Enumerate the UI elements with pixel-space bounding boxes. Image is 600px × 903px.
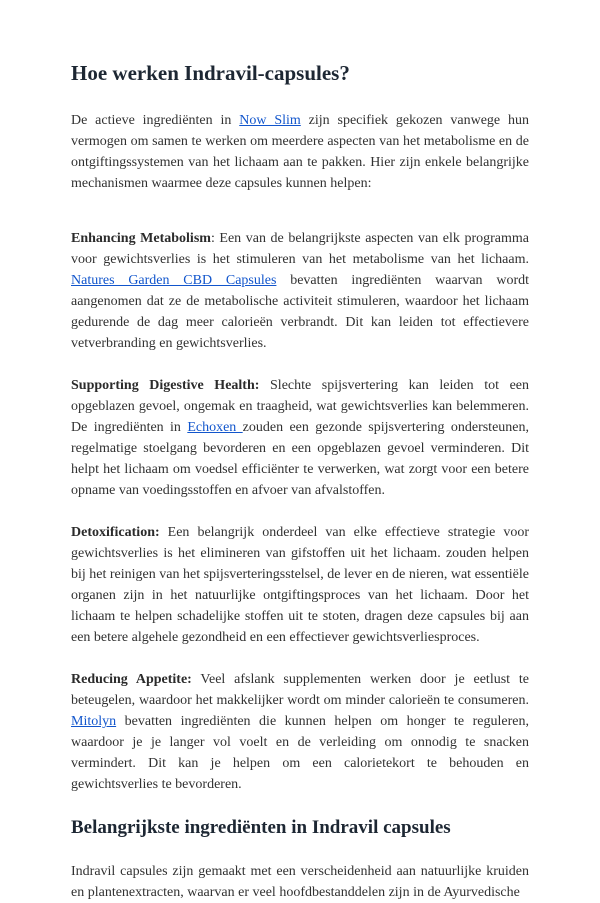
paragraph-reducing-appetite: Reducing Appetite: Veel afslank supplementen werken door je eetlust te beteugelen, waardoor het makkelijker wordt om minder calorieën te consumeren. Mitolyn bevatten ingrediënten die kunnen helpen om honger te reguleren, waardoor je je langer vol voelt en de verleiding om onnodig te snacken vermindert. Dit kan je helpen om een calorietekort te behouden en gewichtsverlies te bevorderen. — [71, 672, 529, 793]
page-title: Hoe werken Indravil-capsules? — [71, 61, 350, 85]
link-now-slim[interactable]: Now Slim — [239, 113, 301, 129]
paragraph-detoxification: Detoxification: Een belangrijk onderdeel van elke effectieve strategie voor gewichtsverlies is het elimineren van gifstoffen uit het lichaam. zouden helpen bij het reinigen van het spijsverteringsstelsel, de lever en de nieren, wat essentiële organen zijn in het natuurlijke ontgiftingsproces van het lichaam. Door het lichaam te helpen schadelijke stoffen uit te stoten, dragen deze capsules bij aan een betere algehele gezondheid en een effectiever gewichtsverliesproces. — [71, 525, 529, 646]
heading-ingredients: Belangrijkste ingrediënten in Indravil capsules — [71, 817, 451, 839]
paragraph-supporting-digestive-health: Supporting Digestive Health: Slechte spijsvertering kan leiden tot een opgeblazen gevoel, ongemak en traagheid, wat gewichtsverlies kan belemmeren. De ingrediënten in Echoxen zouden een gezonde spijsvertering ondersteunen, regelmatige stoelgang bevorderen en een opgeblazen gevoel verminderen. Dit helpt het lichaam om voedsel efficiënter te verwerken, wat zorgt voor een betere opname van voedingsstoffen en afvoer van afvalstoffen. — [71, 378, 530, 499]
link-natures-garden-cbd-capsules[interactable]: Natures Garden CBD Capsules — [71, 273, 277, 289]
link-echoxen[interactable]: Echoxen — [187, 420, 243, 436]
link-mitolyn[interactable]: Mitolyn — [71, 714, 117, 730]
paragraph-ingredients-intro: Indravil capsules zijn gemaakt met een verscheidenheid aan natuurlijke kruiden en plantenextracten, waarvan er veel hoofdbestanddelen zijn in de Ayurvedische — [71, 863, 529, 900]
paragraph-enhancing-metabolism: Enhancing Metabolism: Een van de belangrijkste aspecten van elk programma voor gewichtsverlies is het stimuleren van het metabolisme van het lichaam. Natures Garden CBD Capsules bevatten ingrediënten waarvan wordt aangenomen dat ze de metabolische activiteit stimuleren, waardoor het lichaam gedurende de dag meer calorieën verbrandt. Dit kan leiden tot effectievere vetverbranding en gewichtsverlies. — [71, 231, 529, 352]
paragraph-intro: De actieve ingrediënten in Now Slim zijn specifiek gekozen vanwege hun vermogen om samen te werken om meerdere aspecten van het metabolisme en de ontgiftingssystemen van het lichaam aan te pakken. Hier zijn enkele belangrijke mechanismen waarmee deze capsules kunnen helpen: — [71, 113, 529, 192]
